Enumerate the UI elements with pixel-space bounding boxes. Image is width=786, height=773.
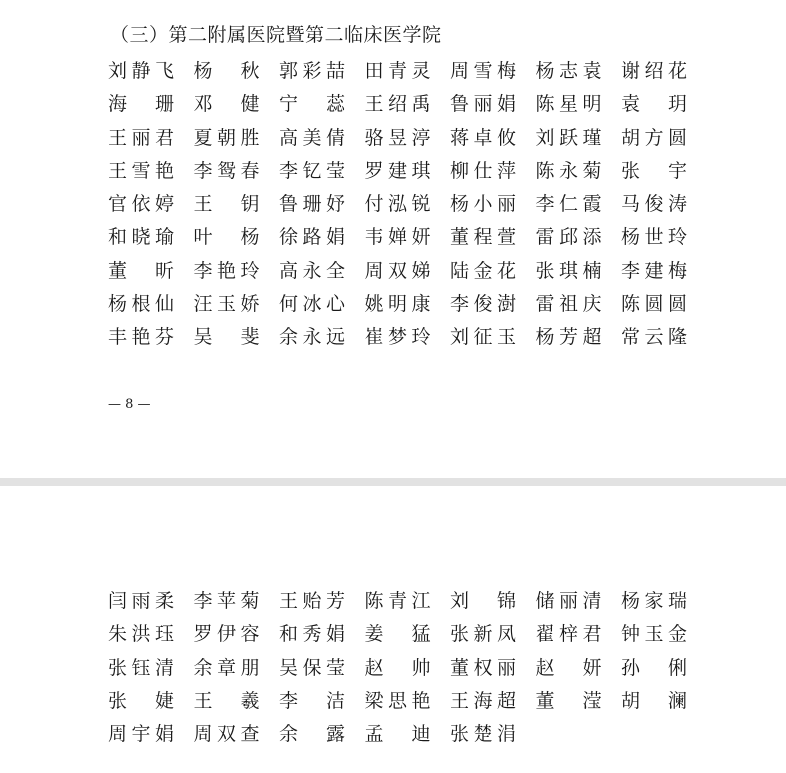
list-item: 赵 帅 [364, 656, 431, 679]
list-item: 钟玉金 [621, 623, 687, 646]
list-item: 姚明康 [364, 293, 431, 316]
list-item: 官依婷 [108, 193, 174, 216]
list-item: 周雪梅 [450, 60, 516, 82]
list-item: 张钰清 [108, 656, 174, 679]
list-item: 柳仕萍 [450, 159, 516, 182]
list-item: 董权丽 [450, 656, 516, 679]
list-item: 杨家瑞 [621, 590, 687, 612]
list-item: 董 昕 [108, 259, 174, 282]
list-item: 周双查 [193, 723, 260, 746]
list-item: 王 羲 [193, 689, 260, 712]
list-item: 宁 蕊 [279, 93, 345, 116]
list-item: 周双娣 [364, 259, 431, 282]
list-item: 马俊涛 [621, 193, 687, 216]
list-item: 余 露 [279, 723, 345, 746]
list-item: 周宇娟 [108, 723, 174, 746]
list-item: 吴 斐 [193, 326, 260, 349]
list-item: 王海超 [450, 689, 516, 712]
list-item: 丰艳芬 [108, 326, 174, 349]
list-item: 陈青江 [364, 590, 431, 612]
list-item: 杨世玲 [621, 226, 687, 249]
list-item: 姜 猛 [364, 623, 431, 646]
list-item: 胡方圆 [621, 126, 687, 149]
list-item: 孙 俐 [621, 656, 687, 679]
section-title: （三）第二附属医院暨第二临床医学院 [110, 24, 442, 46]
list-item: 胡 澜 [621, 689, 687, 712]
list-item: 雷邱添 [535, 226, 602, 249]
list-item: 汪玉娇 [193, 293, 260, 316]
list-item: 雷祖庆 [535, 293, 602, 316]
list-item: 余永远 [279, 326, 345, 349]
list-item: 张琪楠 [535, 259, 602, 282]
list-item: 储丽清 [535, 590, 602, 612]
list-item: 高美倩 [279, 126, 345, 149]
list-item: 杨志袁 [535, 60, 602, 82]
list-item: 梁思艳 [364, 689, 431, 712]
list-item: 韦婵妍 [364, 226, 431, 249]
list-item: 闫雨柔 [108, 590, 174, 612]
list-item: 李艳玲 [193, 259, 260, 282]
list-item: 叶 杨 [193, 226, 260, 249]
list-item: 付泓锐 [364, 193, 431, 216]
list-item: 李鸳春 [193, 159, 260, 182]
list-item: 王丽君 [108, 126, 174, 149]
list-item: 杨 秋 [193, 60, 260, 82]
list-item: 崔梦玲 [364, 326, 431, 349]
list-item: 杨小丽 [450, 193, 516, 216]
list-item: 余章朋 [193, 656, 260, 679]
list-item: 李建梅 [621, 259, 687, 282]
list-item: 海 珊 [108, 93, 174, 116]
list-item: 蒋卓攸 [450, 126, 516, 149]
list-item: 袁 玥 [621, 93, 687, 116]
list-item: 张新凤 [450, 623, 516, 646]
list-item: 何冰心 [279, 293, 345, 316]
list-item: 董程萱 [450, 226, 516, 249]
list-item: 刘征玉 [450, 326, 516, 349]
list-item: 张 婕 [108, 689, 174, 712]
list-item: 和秀娟 [279, 623, 345, 646]
list-item: 陈永菊 [535, 159, 602, 182]
list-item: 朱洪珏 [108, 623, 174, 646]
list-item: 田青灵 [364, 60, 431, 82]
list-item: 陈星明 [535, 93, 602, 116]
list-item: 和晓瑜 [108, 226, 174, 249]
list-item: 刘 锦 [450, 590, 516, 612]
list-item: 陆金花 [450, 259, 516, 282]
list-item: 李俊澍 [450, 293, 516, 316]
list-item: 刘跃瑾 [535, 126, 602, 149]
list-item: 鲁丽娟 [450, 93, 516, 116]
list-item: 李苹菊 [193, 590, 260, 612]
list-item: 骆昱渟 [364, 126, 431, 149]
list-item: 杨芳超 [535, 326, 602, 349]
list-item: 谢绍花 [621, 60, 687, 82]
list-item: 罗伊容 [193, 623, 260, 646]
list-item: 郭彩喆 [279, 60, 345, 82]
page-separator [0, 478, 786, 486]
list-item: 李仁霞 [535, 193, 602, 216]
list-item: 徐路娟 [279, 226, 345, 249]
list-item: 孟 迪 [364, 723, 431, 746]
list-item: 赵 妍 [535, 656, 602, 679]
list-item: 张 宇 [621, 159, 687, 182]
name-list-top [108, 55, 707, 355]
list-item: 陈圆圆 [621, 293, 687, 316]
list-item: 王 钥 [193, 193, 260, 216]
list-item: 鲁珊妤 [279, 193, 345, 216]
list-item: 夏朝胜 [193, 126, 260, 149]
list-item: 李 洁 [279, 689, 345, 712]
list-item: 李钇莹 [279, 159, 345, 182]
list-item: 王雪艳 [108, 159, 174, 182]
list-item: 王绍禹 [364, 93, 431, 116]
list-item: 常云隆 [621, 326, 687, 349]
list-item: 张楚涓 [450, 723, 516, 746]
list-item: 高永全 [279, 259, 345, 282]
list-item: 罗建琪 [364, 159, 431, 182]
list-item: 翟梓君 [535, 623, 602, 646]
list-item: 杨根仙 [108, 293, 174, 316]
name-list-bottom [108, 585, 707, 751]
page-number: — 8 — [108, 397, 151, 412]
list-item: 刘静飞 [108, 60, 174, 82]
list-item: 董 滢 [535, 689, 602, 712]
list-item: 王贻芳 [279, 590, 345, 612]
list-item: 邓 健 [193, 93, 260, 116]
list-item: 吴保莹 [279, 656, 345, 679]
